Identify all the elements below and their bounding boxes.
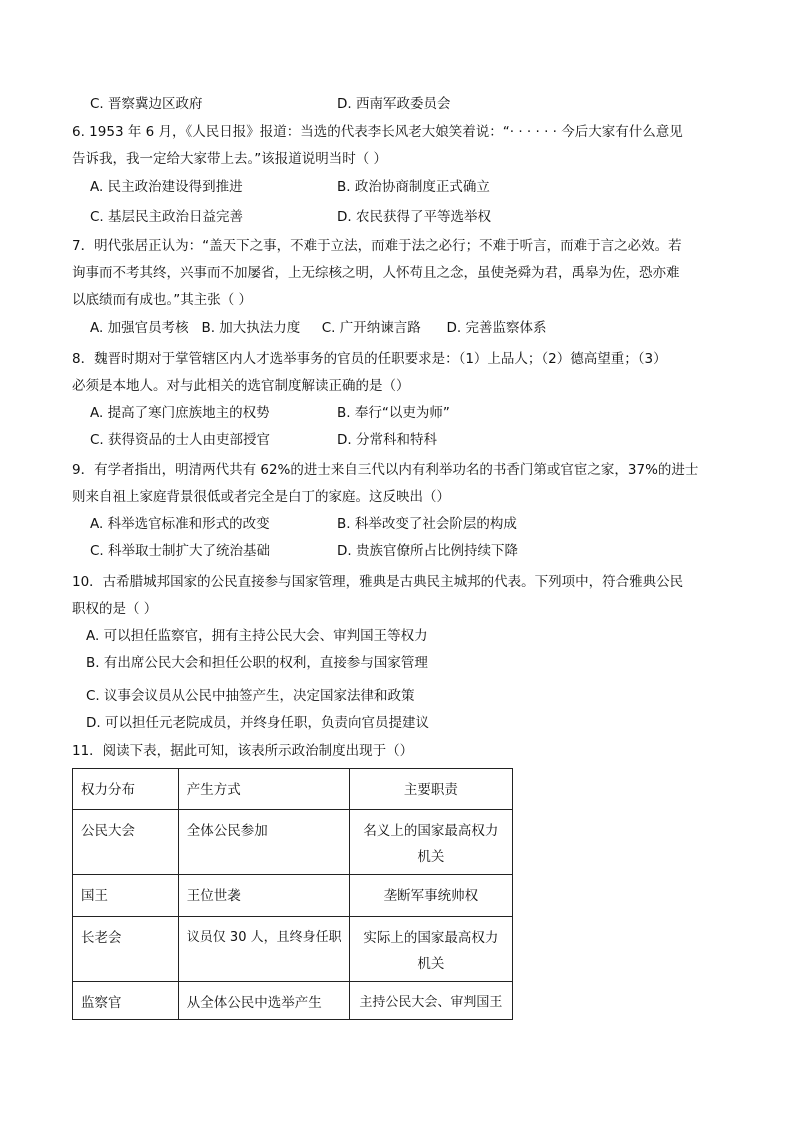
- q8-option-b: B. 奉行“以吏为师”: [337, 405, 450, 421]
- table-row: [73, 810, 513, 875]
- table-cell: 主持公民大会、审判国王: [349, 982, 512, 1020]
- table-cell: 议员仅 30 人，且终身任职: [178, 917, 349, 982]
- q8-option-a: A. 提高了寒门庶族地主的权势: [90, 405, 270, 421]
- q7-options: A. 加强官员考核 B. 加大执法力度 C. 广开纳谏言路 D. 完善监察体系: [90, 320, 547, 336]
- q10-stem-line1: 10．古希腊城邦国家的公民直接参与国家管理，雅典是古典民主城邦的代表。下列项中，符合雅典公民: [72, 574, 684, 590]
- political-system-table: [72, 768, 513, 1020]
- q8-option-c: C. 获得资品的士人由吏部授官: [90, 432, 271, 448]
- q11-stem: 11．阅读下表，据此可知，该表所示政治制度出现于（）: [72, 743, 414, 759]
- q10-option-a: A. 可以担任监察官，拥有主持公民大会、审判国王等权力: [86, 628, 428, 644]
- q10-option-b: B. 有出席公民大会和担任公职的权利，直接参与国家管理: [86, 655, 428, 671]
- table-header-cell: 权力分布: [73, 769, 179, 810]
- q6-stem-line1: 6. 1953 年 6 月，《人民日报》报道：当选的代表李长风老大娘笑着说：“· · · · · · 今后大家有什么意见: [72, 124, 683, 140]
- table-row: [73, 917, 513, 982]
- table-cell: 名义上的国家最高权力机关: [349, 810, 512, 875]
- table-header-cell: 产生方式: [178, 769, 349, 810]
- q8-option-d: D. 分常科和特科: [337, 432, 437, 448]
- q9-option-b: B. 科举改变了社会阶层的构成: [337, 516, 517, 532]
- table-cell: 国王: [73, 875, 179, 917]
- table-row: [73, 875, 513, 917]
- table-header-cell: 主要职责: [349, 769, 512, 810]
- q9-stem-line2: 则来自祖上家庭背景很低或者完全是白丁的家庭。这反映出（）: [72, 489, 450, 505]
- table-cell: 公民大会: [73, 810, 179, 875]
- q8-stem-line2: 必须是本地人。对与此相关的选官制度解读正确的是（）: [72, 378, 410, 394]
- q9-option-a: A. 科举选官标准和形式的改变: [90, 516, 270, 532]
- table-cell: 垄断军事统帅权: [349, 875, 512, 917]
- table-cell: 实际上的国家最高权力机关: [349, 917, 512, 982]
- table-cell: 从全体公民中选举产生: [178, 982, 349, 1020]
- q9-stem-line1: 9．有学者指出，明清两代共有 62%的进士来自三代以内有利举功名的书香门第或官宦之家，37%的进士: [72, 462, 699, 478]
- q10-option-c: C. 议事会议员从公民中抽签产生，决定国家法律和政策: [86, 688, 415, 704]
- table-cell: 全体公民参加: [178, 810, 349, 875]
- q7-stem-line3: 以底绩而有成也。”其主张（ ）: [72, 292, 253, 308]
- q9-option-c: C. 科举取士制扩大了统治基础: [90, 543, 271, 559]
- q6-option-d: D. 农民获得了平等选举权: [337, 209, 491, 225]
- q8-stem-line1: 8．魏晋时期对于掌管辖区内人才选举事务的官员的任职要求是：（1）上品人；（2）德高望重；（3）: [72, 351, 667, 367]
- table-cell: 长老会: [73, 917, 179, 982]
- q6-option-c: C. 基层民主政治日益完善: [90, 209, 244, 225]
- q6-option-a: A. 民主政治建设得到推进: [90, 179, 243, 195]
- q5-option-c: C. 晋察冀边区政府: [90, 96, 203, 112]
- q6-option-b: B. 政治协商制度正式确立: [337, 179, 490, 195]
- table-row: [73, 982, 513, 1020]
- q5-option-d: D. 西南军政委员会: [337, 96, 451, 112]
- q9-option-d: D. 贵族官僚所占比例持续下降: [337, 543, 518, 559]
- table-cell: 王位世袭: [178, 875, 349, 917]
- q10-stem-line2: 职权的是（ ）: [72, 601, 158, 617]
- q7-stem-line1: 7．明代张居正认为：“盖天下之事，不难于立法，而难于法之必行；不难于听言，而难于言之必效。若: [72, 238, 682, 254]
- table-header-row: [73, 769, 513, 810]
- table-cell: 监察官: [73, 982, 179, 1020]
- q10-option-d: D. 可以担任元老院成员，并终身任职，负责向官员提建议: [86, 715, 429, 731]
- q6-stem-line2: 告诉我，我一定给大家带上去。”该报道说明当时（ ）: [72, 151, 388, 167]
- q7-stem-line2: 询事而不考其终，兴事而不加屡省，上无综核之明，人怀苟且之念，虽使尧舜为君，禹皋为佐，恐亦难: [72, 265, 680, 281]
